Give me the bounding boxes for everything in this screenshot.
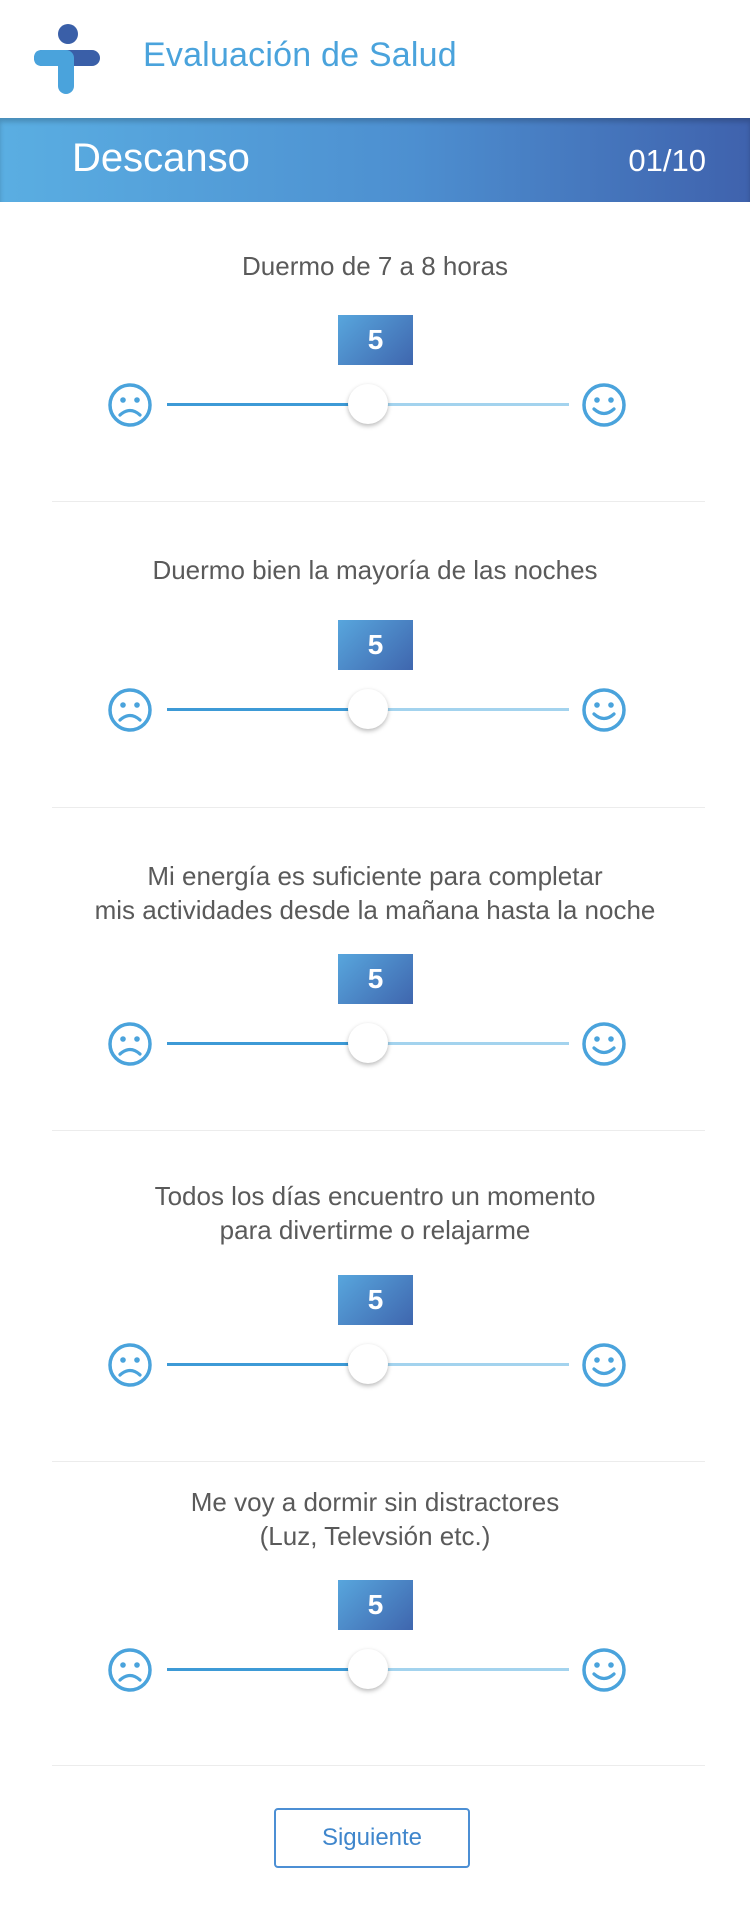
- slider-track-fill: [167, 708, 368, 711]
- rating-slider[interactable]: [0, 1340, 750, 1390]
- slider-track-fill: [167, 1042, 368, 1045]
- slider-thumb[interactable]: [348, 689, 388, 729]
- sad-face-icon: [107, 687, 153, 733]
- slider-track-fill: [167, 403, 368, 406]
- happy-face-icon: [581, 1342, 627, 1388]
- divider: [52, 1461, 705, 1462]
- value-badge: 5: [338, 954, 413, 1004]
- question-text: Duermo de 7 a 8 horas: [242, 251, 508, 281]
- value-badge: 5: [338, 620, 413, 670]
- section-counter: 01/10: [628, 143, 706, 178]
- sad-face-icon: [107, 1647, 153, 1693]
- slider-thumb[interactable]: [348, 1649, 388, 1689]
- question-text: Duermo bien la mayoría de las noches: [152, 555, 598, 585]
- slider-thumb[interactable]: [348, 384, 388, 424]
- slider-track-fill: [167, 1363, 368, 1366]
- rating-slider[interactable]: [0, 1019, 750, 1069]
- sad-face-icon: [107, 1342, 153, 1388]
- app-header: [0, 0, 750, 118]
- rating-slider[interactable]: [0, 1645, 750, 1695]
- happy-face-icon: [581, 687, 627, 733]
- happy-face-icon: [581, 1647, 627, 1693]
- question-text: Mi energía es suficiente para completar mis actividades desde la mañana hasta la noche: [94, 861, 656, 925]
- next-button[interactable]: Siguiente: [274, 1808, 470, 1868]
- divider: [52, 807, 705, 808]
- sad-face-icon: [107, 382, 153, 428]
- happy-face-icon: [581, 1021, 627, 1067]
- slider-thumb[interactable]: [348, 1344, 388, 1384]
- rating-slider[interactable]: [0, 380, 750, 430]
- app-title: Evaluación de Salud: [143, 36, 457, 74]
- value-badge: 5: [338, 1580, 413, 1630]
- question-text: Me voy a dormir sin distractores (Luz, Televsión etc.): [190, 1487, 560, 1551]
- section-title: Descanso: [72, 136, 250, 180]
- happy-face-icon: [581, 382, 627, 428]
- question-text: Todos los días encuentro un momento para divertirme o relajarme: [154, 1181, 596, 1245]
- divider: [52, 1765, 705, 1766]
- slider-track-fill: [167, 1668, 368, 1671]
- section-bar: [0, 118, 750, 202]
- slider-thumb[interactable]: [348, 1023, 388, 1063]
- rating-slider[interactable]: [0, 685, 750, 735]
- divider: [52, 501, 705, 502]
- value-badge: 5: [338, 315, 413, 365]
- sad-face-icon: [107, 1021, 153, 1067]
- value-badge: 5: [338, 1275, 413, 1325]
- divider: [52, 1130, 705, 1131]
- medical-cross-person-icon: [32, 22, 104, 94]
